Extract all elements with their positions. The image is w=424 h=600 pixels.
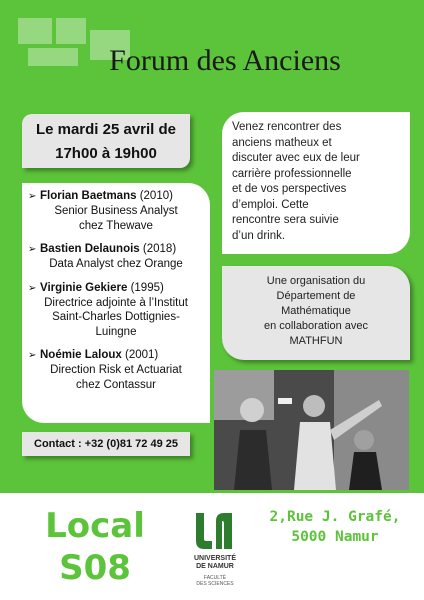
logo-line: DES SCIENCES xyxy=(196,581,234,587)
intro-line: anciens matheux et xyxy=(232,136,332,149)
arrow-bullet-icon: ➢ xyxy=(28,350,37,361)
speaker-role: chez Contassur xyxy=(76,378,156,391)
speaker-year: (2010) xyxy=(139,190,173,202)
speaker-item xyxy=(26,189,206,233)
unamur-logo-icon xyxy=(192,511,236,551)
local-label xyxy=(30,505,160,589)
speaker-item xyxy=(26,281,206,340)
arrow-bullet-icon: ➢ xyxy=(28,244,37,255)
speaker-year: (2001) xyxy=(125,349,159,361)
university-logo xyxy=(182,511,248,597)
speaker-name: Virginie Gekiere xyxy=(40,281,128,294)
intro-box xyxy=(222,112,410,254)
speaker-name: Florian Baetmans xyxy=(40,190,137,202)
speaker-role: Saint-Charles Dottignies- xyxy=(52,311,180,323)
local-room: S08 xyxy=(59,548,131,588)
speaker-name: Noémie Laloux xyxy=(40,349,122,361)
speaker-role: Data Analyst chez Orange xyxy=(49,258,183,270)
speaker-year: (1995) xyxy=(130,281,164,294)
local-word: Local xyxy=(45,506,145,546)
speaker-role: Direction Risk et Actuariat xyxy=(50,364,182,376)
intro-line: d’emploi. Cette xyxy=(232,198,309,211)
address-city: 5000 Namur xyxy=(291,529,379,545)
logo-line: FACULTÉ xyxy=(203,575,227,581)
intro-line: discuter avec eux de leur xyxy=(232,152,360,164)
speaker-year: (2018) xyxy=(142,243,177,255)
contact-box: Contact : +32 (0)81 72 49 25 xyxy=(22,432,190,456)
footer-band xyxy=(0,493,424,600)
speaker-role: Senior Business Analyst xyxy=(54,205,178,217)
org-line: en collaboration avec xyxy=(264,320,368,332)
speaker-role: chez Thewave xyxy=(79,219,153,232)
intro-line: Venez rencontrer des xyxy=(232,121,342,133)
intro-line: d’un drink. xyxy=(232,229,286,242)
organisation-box xyxy=(222,266,410,360)
logo-university-text xyxy=(182,555,248,571)
arrow-bullet-icon: ➢ xyxy=(28,282,37,294)
speaker-role: Luingne xyxy=(95,325,137,338)
org-line: Mathématique xyxy=(281,305,351,317)
page-title: Forum des Anciens xyxy=(109,44,341,77)
address xyxy=(260,507,410,547)
date-line: Le mardi 25 avril de xyxy=(35,121,177,138)
arrow-bullet-icon: ➢ xyxy=(28,191,37,202)
org-line: MATHFUN xyxy=(289,335,343,347)
speaker-item xyxy=(26,242,206,272)
logo-line: UNIVERSITÉ xyxy=(193,555,236,562)
speaker-item xyxy=(26,348,206,392)
org-line: Département de xyxy=(276,290,356,302)
speaker-role: Directrice adjointe à l’Institut xyxy=(44,296,188,309)
time-line: 17h00 à 19h00 xyxy=(55,145,157,162)
logo-line: DE NAMUR xyxy=(196,563,234,570)
intro-line: rencontre sera suivie xyxy=(232,214,339,226)
org-line: Une organisation du xyxy=(266,275,366,287)
logo-faculty-text xyxy=(182,575,248,587)
intro-line: carrière professionnelle xyxy=(232,167,352,180)
students-photo xyxy=(214,370,409,490)
speaker-name: Bastien Delaunois xyxy=(40,243,140,255)
speakers-box xyxy=(22,183,210,423)
photo-illustration xyxy=(214,370,409,490)
date-box xyxy=(22,114,190,168)
intro-line: et de vos perspectives xyxy=(232,183,347,195)
address-street: 2,Rue J. Grafé, xyxy=(269,509,401,525)
